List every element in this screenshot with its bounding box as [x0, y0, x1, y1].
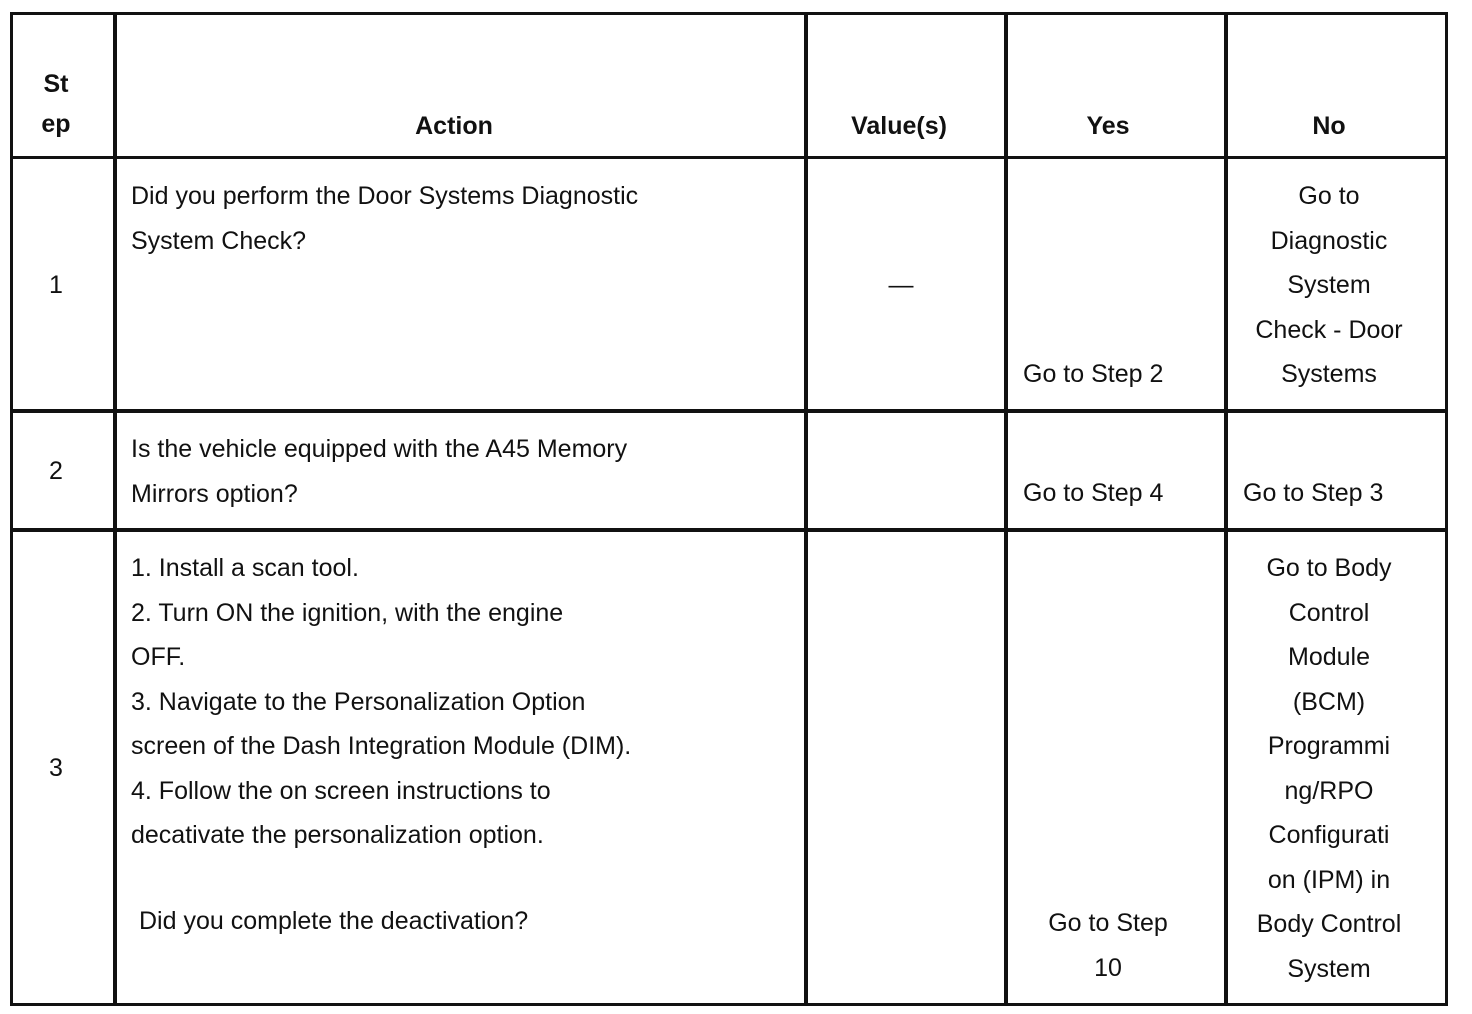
action-list-item: 2. Turn ON the ignition, with the engine OFF. — [131, 598, 564, 671]
row-divider — [10, 409, 1448, 413]
table-border-left — [10, 12, 13, 1006]
table-row-step: 3 — [49, 754, 63, 782]
table-row-no: Go to Diagnostic System Check - Door Systems — [1255, 182, 1403, 388]
header-divider — [10, 156, 1448, 159]
header-step: St ep — [41, 70, 71, 138]
action-list-item: 4. Follow the on screen instructions to decativate the personalization option. — [131, 776, 551, 849]
table-border-bottom — [10, 1003, 1448, 1006]
table-border-top — [10, 12, 1448, 15]
table-row-values: — — [888, 271, 914, 299]
column-divider — [1004, 12, 1008, 1006]
table-row-action — [131, 546, 791, 858]
column-divider — [113, 12, 117, 1006]
table-row-yes: Go to Step 10 — [1048, 909, 1168, 982]
action-list-item: 1. Install a scan tool. — [131, 554, 359, 582]
header-values: Value(s) — [851, 112, 947, 140]
header-no: No — [1312, 112, 1346, 140]
header-action: Action — [415, 112, 493, 140]
table-row-yes: Go to Step 4 — [1023, 479, 1164, 507]
table-row-action: Did you perform the Door Systems Diagnostic System Check? — [131, 182, 639, 255]
table-row-no: Go to Step 3 — [1243, 479, 1384, 507]
column-divider — [804, 12, 808, 1006]
table-row-step: 1 — [49, 271, 63, 299]
row-divider — [10, 528, 1448, 532]
action-question: Did you complete the deactivation? — [139, 907, 529, 935]
action-list-item: 3. Navigate to the Personalization Option screen of the Dash Integration Module (DIM). — [131, 687, 632, 760]
table-row-action: Is the vehicle equipped with the A45 Memory Mirrors option? — [131, 435, 628, 508]
table-row-no: Go to Body Control Module (BCM) Programmi ng/RPO Configurati on (IPM) in Body Control System — [1256, 554, 1402, 983]
header-yes: Yes — [1086, 112, 1130, 140]
table-border-right — [1445, 12, 1448, 1006]
table-row-step: 2 — [49, 457, 63, 485]
table-row-yes: Go to Step 2 — [1023, 360, 1164, 388]
